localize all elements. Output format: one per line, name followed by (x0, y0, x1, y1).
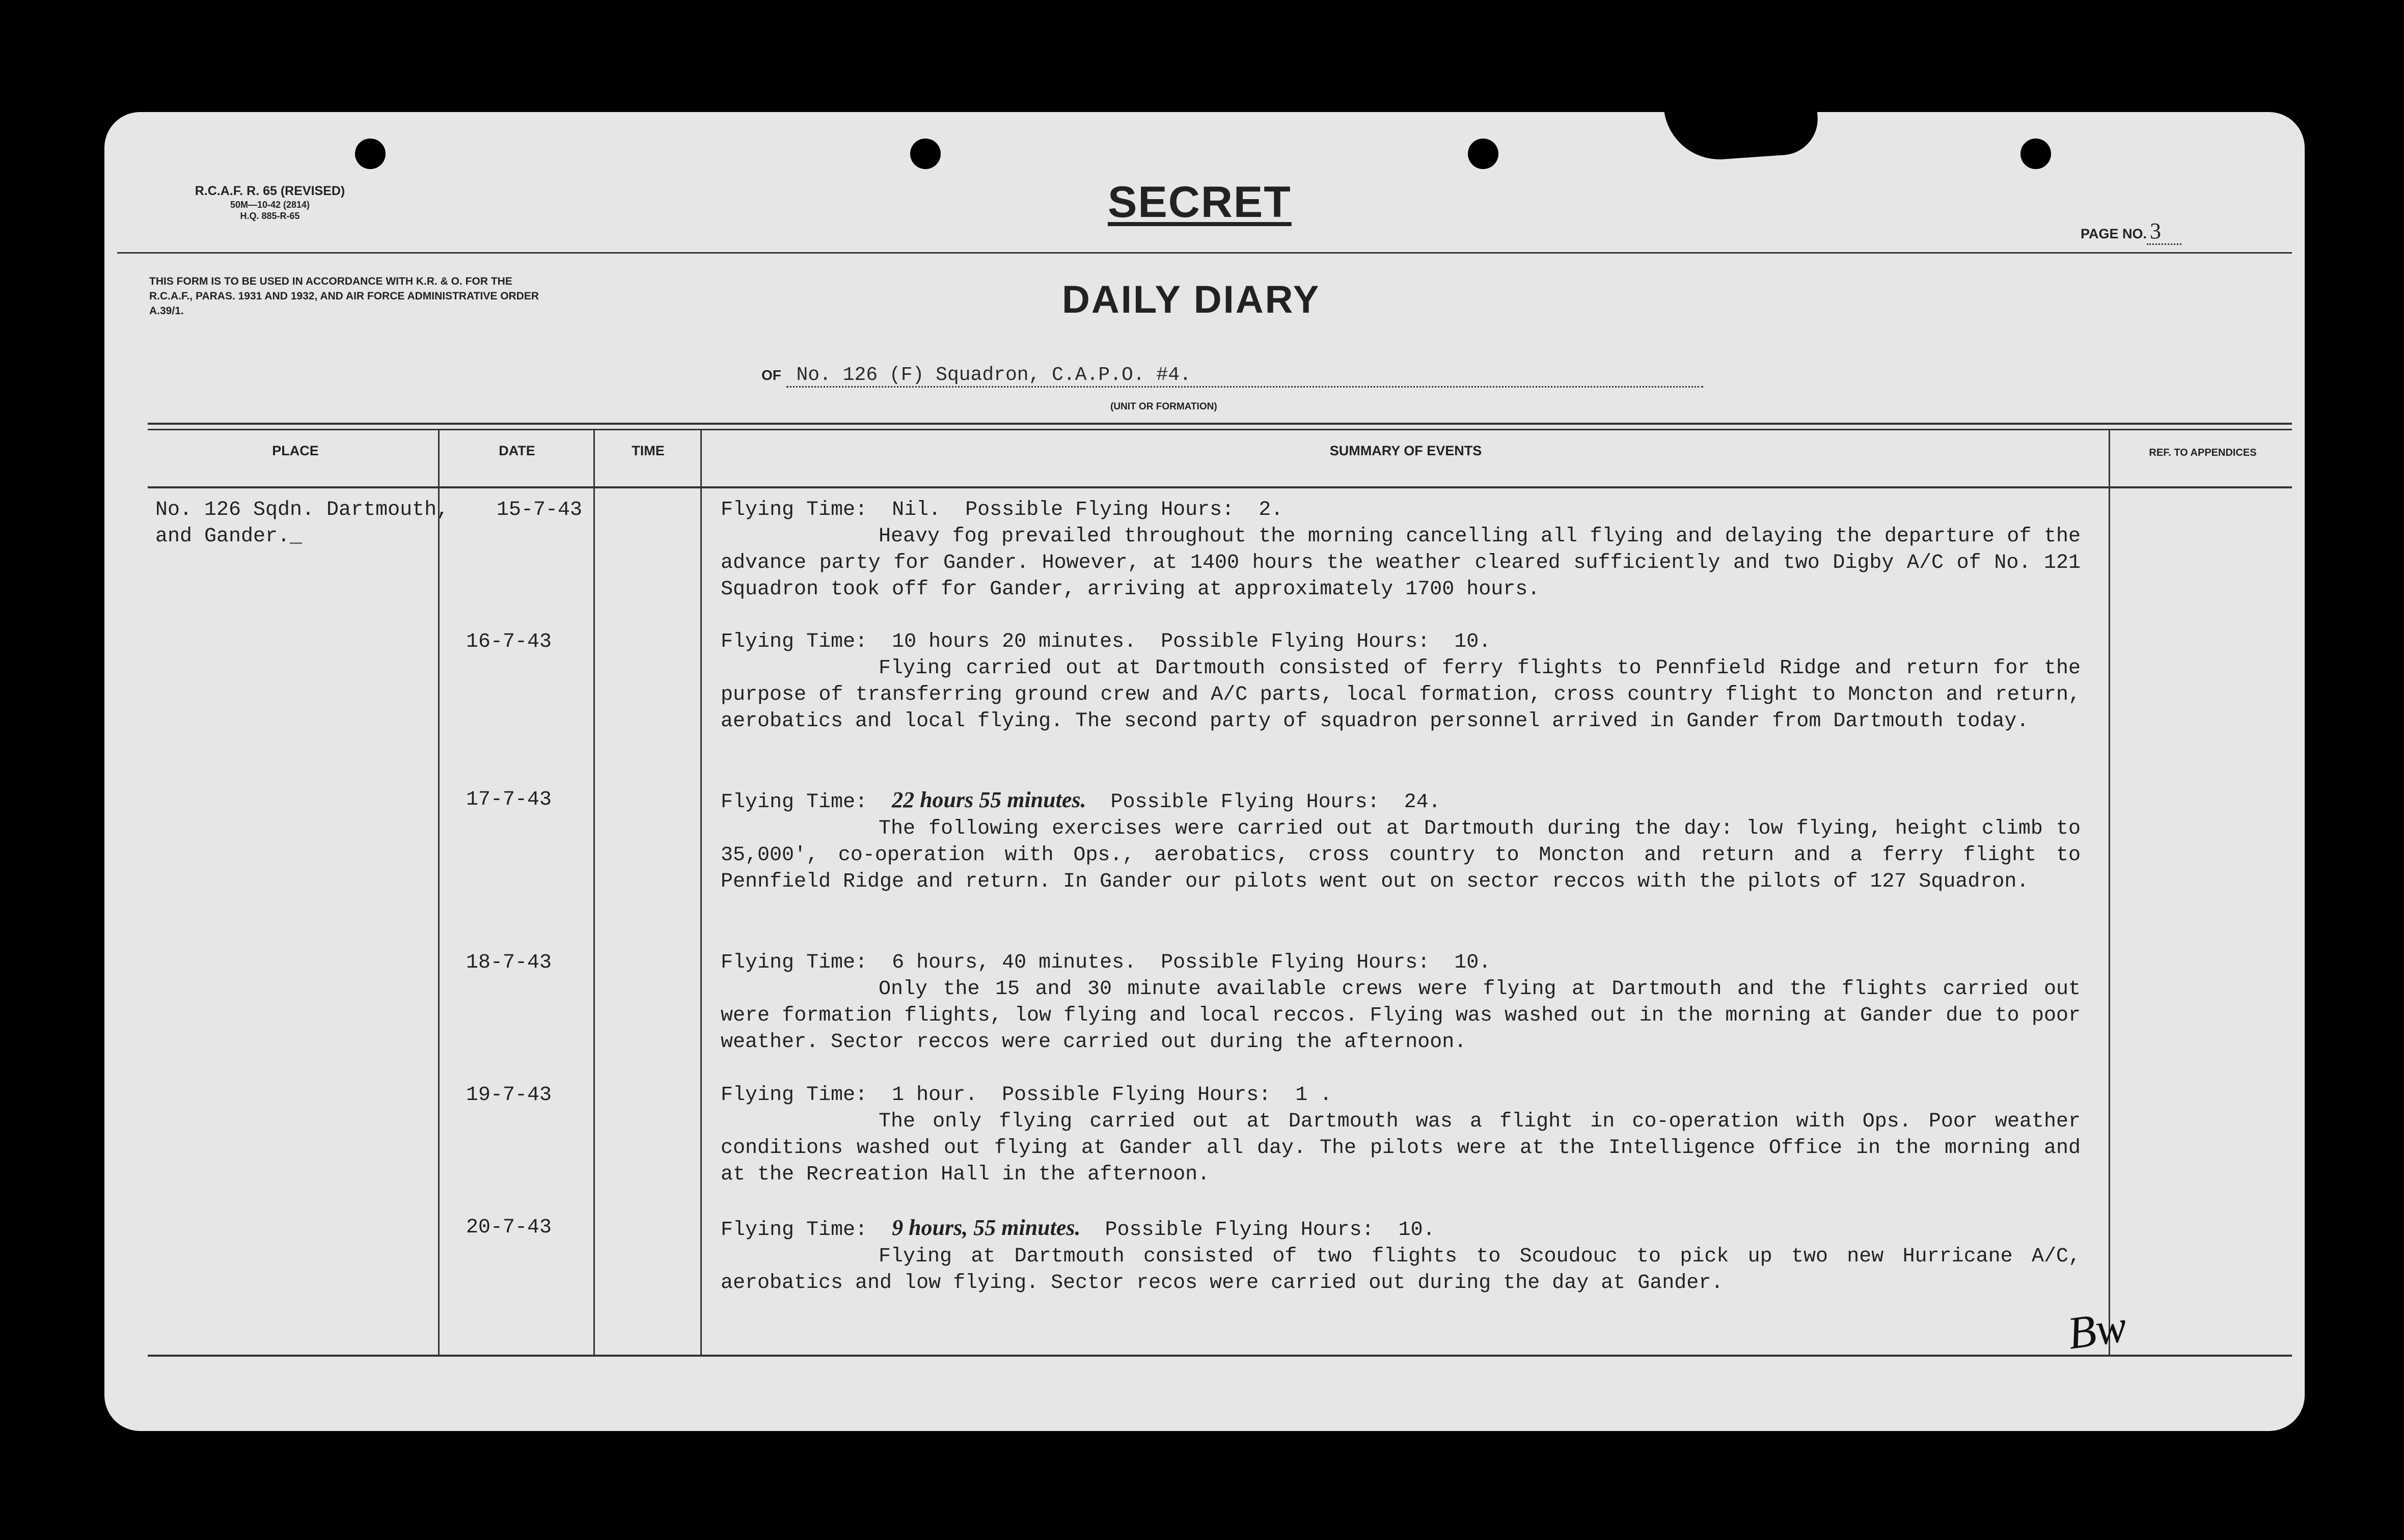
flying-time-label: Flying Time: (721, 630, 868, 653)
possible-hours-label: Possible Flying Hours: (965, 499, 1235, 521)
column-header-ref: REF. TO APPENDICES (2149, 447, 2257, 458)
entry-summary: The following exercises were carried out at Dartmouth during the day: low flying, height climb to 35,000', co-operation with Ops., aerobatics, cross country to Moncton and return and a ferry flight to Pennfield Ridge and return. In Gander our pilots went out on sector reccos with the pilots of 127 Squadron. (721, 817, 2081, 893)
column-header-place: PLACE (272, 443, 319, 458)
table-top-rule (148, 423, 2292, 425)
entry-summary: Heavy fog prevailed throughout the morning cancelling all flying and delaying the departure of the advance party for Gander. However, at 1400 hours the weather cleared sufficiently and two Digby A/C of No. 121 Squadron took off for Gander, arriving at approximately 1700 hours. (721, 525, 2081, 601)
possible-hours-value: 10. (1454, 630, 1491, 653)
entry-summary: Only the 15 and 30 minute available crews were flying at Dartmouth and the flights carried out were formation flights, low flying and local reccos. Flying was washed out in the morning at Gander due to poor weather. Sector reccos were carried out during the afternoon. (721, 978, 2081, 1054)
table-top-rule (148, 429, 2292, 430)
print-code: 50M—10-42 (2814) (230, 200, 310, 210)
flying-time-value: Nil. (892, 499, 941, 521)
page-number (2081, 218, 2181, 244)
flying-time-value: 9 hours, 55 minutes. (892, 1215, 1081, 1240)
hq-ref: H.Q. 885-R-65 (240, 211, 300, 221)
flying-time-value: 22 hours 55 minutes. (892, 787, 1086, 812)
entry (721, 497, 2081, 603)
entry (721, 787, 2081, 895)
column-rule (438, 429, 440, 1357)
flying-time-label: Flying Time: (721, 791, 868, 814)
torn-edge (1664, 112, 1820, 163)
entry-summary: Flying carried out at Dartmouth consisted of ferry flights to Pennfield Ridge and return for the purpose of transferring ground crew and A/C parts, local formation, cross country flight to Moncton and return, aerobatics and local flying. The second party of squadron personnel arrived in Gander from Dartmouth today. (721, 657, 2081, 733)
flying-time-value: 1 hour. (892, 1084, 978, 1107)
possible-hours-value: 24. (1404, 791, 1441, 814)
page-title: DAILY DIARY (1062, 278, 1321, 321)
possible-hours-label: Possible Flying Hours: (1161, 951, 1430, 974)
entry-date: 16-7-43 (466, 630, 552, 653)
column-rule (593, 429, 595, 1357)
punch-hole (355, 139, 386, 169)
possible-hours-label: Possible Flying Hours: (1110, 791, 1380, 814)
entry-date: 19-7-43 (466, 1084, 552, 1107)
entry-summary: The only flying carried out at Dartmouth was a flight in co-operation with Ops. Poor weather conditions washed out flying at Gander all day. The pilots were at the Intelligence Office in the morning and at the Recreation Hall in the afternoon. (721, 1110, 2081, 1186)
flying-time-value: 10 hours 20 minutes. (892, 630, 1137, 653)
place-line-1: No. 126 Sqdn. Dartmouth, (155, 499, 449, 521)
possible-hours-value: 10. (1454, 951, 1491, 974)
unit-label: OF (761, 367, 781, 383)
punch-hole (2020, 139, 2051, 169)
entry-date: 20-7-43 (466, 1216, 552, 1239)
entry (721, 629, 2081, 735)
punch-hole (910, 139, 941, 169)
place-line-2: and Gander._ (155, 525, 303, 548)
flying-time-label: Flying Time: (721, 951, 868, 974)
flying-time-label: Flying Time: (721, 1084, 868, 1107)
page-label: PAGE NO. (2081, 226, 2147, 241)
possible-hours-label: Possible Flying Hours: (1161, 630, 1430, 653)
column-header-time: TIME (632, 443, 665, 458)
classification-heading: SECRET (1108, 178, 1292, 227)
table-bottom-rule (148, 1355, 2292, 1357)
form-instructions: THIS FORM IS TO BE USED IN ACCORDANCE WITH K.R. & O. FOR THE R.C.A.F., PARAS. 1931 AND 1932, AND AIR FORCE ADMINISTRATIVE ORDER A.39/1. (149, 276, 539, 317)
unit-value: No. 126 (F) Squadron, C.A.P.O. #4. (786, 364, 1703, 388)
possible-hours-value: 10. (1398, 1219, 1435, 1242)
entry (721, 950, 2081, 1056)
possible-hours-value: 2. (1259, 499, 1283, 521)
punch-hole (1468, 139, 1498, 169)
page-value: 3 (2147, 218, 2181, 245)
column-rule (700, 429, 702, 1357)
form-number-block (150, 183, 390, 222)
column-rule (2109, 429, 2110, 1357)
form-number: R.C.A.F. R. 65 (REVISED) (195, 184, 345, 198)
flying-time-label: Flying Time: (721, 499, 868, 521)
signature: Bw (2064, 1301, 2130, 1359)
entry (721, 1215, 2081, 1297)
column-header-date: DATE (499, 443, 535, 458)
column-header-summary: SUMMARY OF EVENTS (1329, 443, 1482, 458)
entry-date: 17-7-43 (466, 788, 552, 811)
possible-hours-label: Possible Flying Hours: (1002, 1084, 1271, 1107)
entry (721, 1082, 2081, 1188)
flying-time-value: 6 hours, 40 minutes. (892, 951, 1137, 974)
divider (117, 252, 2292, 254)
header-rule (148, 486, 2292, 488)
entry-date: 18-7-43 (466, 951, 552, 974)
flying-time-label: Flying Time: (721, 1219, 868, 1242)
possible-hours-value: 1 . (1295, 1084, 1332, 1107)
diary-form (104, 112, 2305, 1431)
unit-caption: (UNIT OR FORMATION) (1110, 401, 1217, 412)
possible-hours-label: Possible Flying Hours: (1105, 1219, 1374, 1242)
entry-date: 15-7-43 (497, 499, 583, 521)
entry-summary: Flying at Dartmouth consisted of two flights to Scoudouc to pick up two new Hurricane A/C, aerobatics and low flying. Sector recos were carried out during the day at Gander. (721, 1245, 2081, 1295)
unit-line (761, 364, 1703, 388)
